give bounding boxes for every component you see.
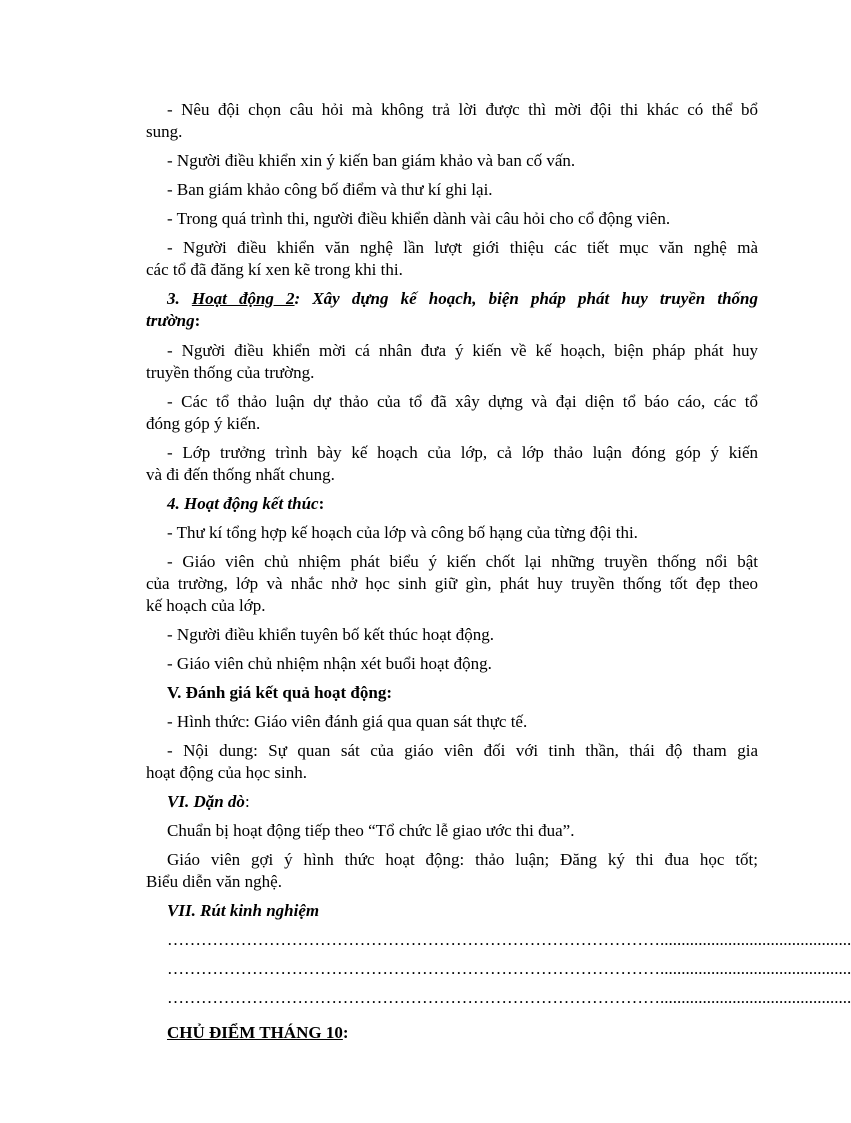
- paragraph-line: truyền thống của trường.: [146, 363, 315, 382]
- paragraph-line: Giáo viên gợi ý hình thức hoạt động: thảo luận; Đăng ký thi đua học tốt;: [167, 850, 758, 869]
- paragraph-line: - Người điều khiển mời cá nhân đưa ý kiến về kế hoạch, biện pháp phát huy: [167, 341, 758, 360]
- paragraph-line: và đi đến thống nhất chung.: [146, 465, 335, 484]
- paragraph: - Người điều khiển tuyên bố kết thúc hoạt động.: [167, 625, 494, 644]
- month-heading: [167, 1022, 349, 1044]
- instructions-title: VI. Dặn dò: [167, 792, 245, 811]
- paragraph-line: - Các tổ thảo luận dự thảo của tổ đã xây dựng và đại diện tổ báo cáo, các tổ: [167, 392, 758, 411]
- dotted-line: …………………………………………………………………………….............................................: [167, 930, 851, 949]
- paragraph-line: - Lớp trưởng trình bày kế hoạch của lớp, cả lớp thảo luận đóng góp ý kiến: [167, 443, 758, 462]
- activity-end-heading: [167, 493, 324, 515]
- paragraph-line: Biểu diễn văn nghệ.: [146, 872, 282, 891]
- experience-heading: VII. Rút kinh nghiệm: [167, 901, 320, 920]
- dotted-line: …………………………………………………………………………….............................................: [167, 959, 851, 978]
- month-heading-colon: :: [342, 1023, 349, 1042]
- activity-2-title-cont: trường: [146, 311, 195, 330]
- paragraph: - Giáo viên chủ nhiệm nhận xét buổi hoạt động.: [167, 654, 492, 673]
- paragraph: - Ban giám khảo công bố điểm và thư kí ghi lại.: [167, 180, 493, 199]
- paragraph-line: đóng góp ý kiến.: [146, 414, 261, 433]
- activity-2-number: 3.: [167, 289, 192, 308]
- instructions-heading: [167, 791, 250, 813]
- paragraph-line: sung.: [146, 122, 183, 141]
- paragraph: - Hình thức: Giáo viên đánh giá qua quan sát thực tế.: [167, 712, 528, 731]
- paragraph: Chuẩn bị hoạt động tiếp theo “Tổ chức lễ giao ước thi đua”.: [167, 821, 575, 840]
- paragraph-line: của trường, lớp và nhắc nhở học sinh giữ gìn, phát huy truyền thống tốt đẹp theo: [146, 574, 758, 593]
- paragraph: - Thư kí tổng hợp kế hoạch của lớp và công bố hạng của từng đội thi.: [167, 523, 638, 542]
- paragraph: - Trong quá trình thi, người điều khiển dành vài câu hỏi cho cổ động viên.: [167, 209, 671, 228]
- activity-2-title: : Xây dựng kế hoạch, biện pháp phát huy truyền thống: [294, 289, 758, 308]
- activity-2-colon: :: [194, 311, 201, 330]
- evaluation-heading: V. Đánh giá kết quả hoạt động:: [167, 683, 393, 702]
- activity-2-heading: [167, 288, 758, 310]
- month-heading-text: CHỦ ĐIỂM THÁNG 10: [167, 1023, 343, 1042]
- instructions-colon: :: [244, 792, 250, 811]
- paragraph-line: - Nêu đội chọn câu hỏi mà không trả lời được thì mời đội thi khác có thể bổ: [167, 100, 758, 119]
- paragraph-line: - Nội dung: Sự quan sát của giáo viên đối với tinh thần, thái độ tham gia: [167, 741, 758, 760]
- paragraph-line: - Giáo viên chủ nhiệm phát biểu ý kiến chốt lại những truyền thống nổi bật: [167, 552, 758, 571]
- paragraph: - Người điều khiển xin ý kiến ban giám khảo và ban cố vấn.: [167, 151, 576, 170]
- activity-end-title: 4. Hoạt động kết thúc: [167, 494, 319, 513]
- paragraph-line: hoạt động của học sinh.: [146, 763, 307, 782]
- activity-2-label: Hoạt động 2: [191, 289, 295, 308]
- paragraph-line: kế hoạch của lớp.: [146, 596, 266, 615]
- activity-2-heading-cont: [146, 310, 200, 332]
- activity-end-colon: :: [318, 494, 325, 513]
- dotted-line: …………………………………………………………………………….............................................: [167, 988, 851, 1007]
- paragraph-line: các tổ đã đăng kí xen kẽ trong khi thi.: [146, 260, 403, 279]
- paragraph-line: - Người điều khiển văn nghệ lần lượt giới thiệu các tiết mục văn nghệ mà: [167, 238, 758, 257]
